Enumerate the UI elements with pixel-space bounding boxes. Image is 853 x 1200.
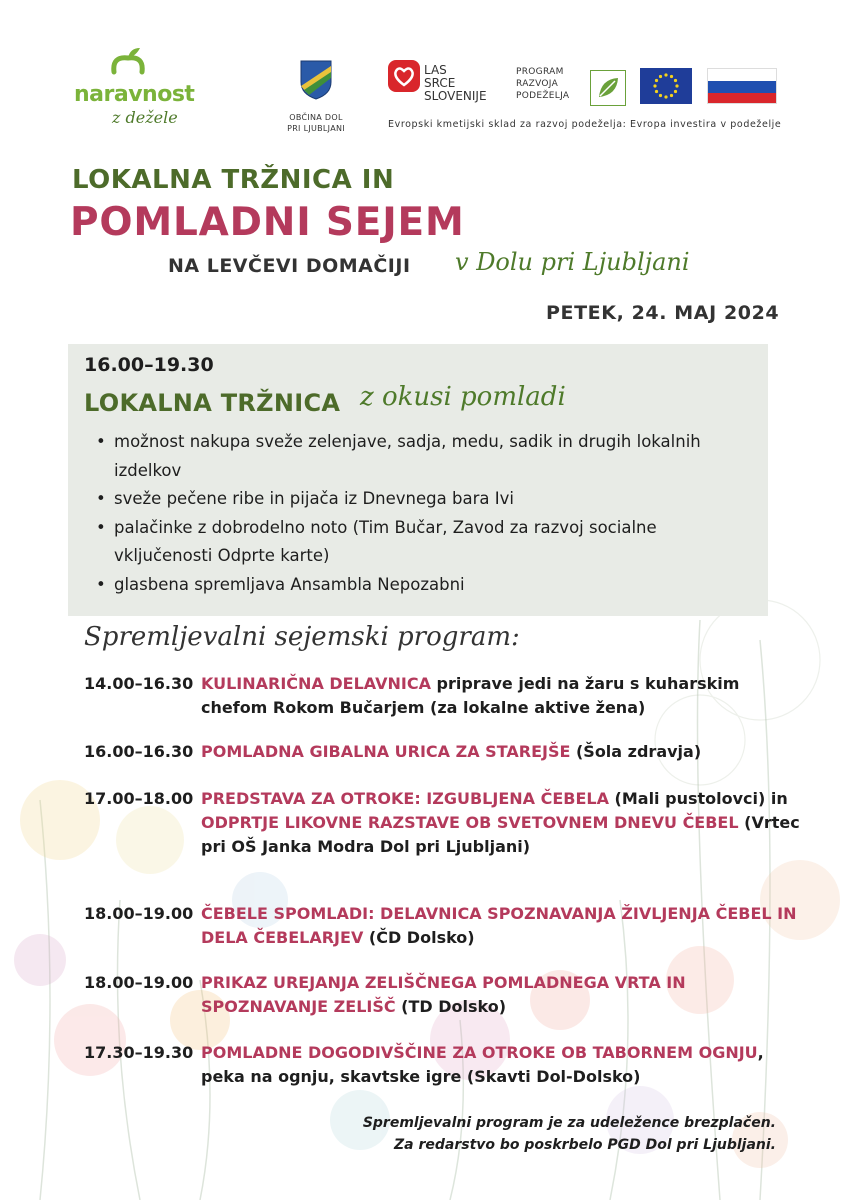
- naravnost-sub: z dežele: [112, 108, 178, 127]
- title-line3: NA LEVČEVI DOMAČIJI: [168, 255, 411, 277]
- heart-icon: [388, 60, 420, 92]
- event-time: 17.30–19.30: [84, 1043, 194, 1062]
- event-desc: , peka na ognju, skavtske igre (Skavti Dol-Dolsko): [201, 1043, 764, 1086]
- event-desc: (ČD Dolsko): [363, 928, 475, 947]
- event-time: 14.00–16.30: [84, 674, 194, 693]
- program-line1: PROGRAM: [516, 67, 564, 77]
- eu-stars-icon: [640, 68, 692, 104]
- obcina-line1: OBČINA DOL: [289, 113, 343, 122]
- program-line2: RAZVOJA: [516, 79, 559, 89]
- program-heading: Spremljevalni sejemski program:: [84, 622, 520, 652]
- naravnost-logo: [74, 46, 214, 136]
- footer-line2: Za redarstvo bo poskrbelo PGD Dol pri Ljubljani.: [394, 1137, 776, 1153]
- market-title: LOKALNA TRŽNICA: [84, 389, 341, 417]
- program-razvoja-logo: [512, 62, 582, 112]
- eu-flag: [640, 68, 692, 104]
- las-logo: [388, 58, 508, 108]
- footer-line1: Spremljevalni program je za udeležence brezplačen.: [362, 1115, 776, 1131]
- event-time: 17.00–18.00: [84, 789, 194, 808]
- obcina-line2: PRI LJUBLJANI: [287, 124, 345, 133]
- market-list: [96, 428, 756, 599]
- coat-of-arms-icon: [300, 60, 332, 100]
- eu-caption: Evropski kmetijski sklad za razvoj podeželja: Evropa investira v podeželje: [388, 119, 782, 130]
- list-item: • glasbena spremljava Ansambla Nepozabni: [96, 571, 756, 600]
- event-title: POMLADNE DOGODIVŠČINE ZA OTROKE OB TABORNEM OGNJU: [201, 1043, 758, 1062]
- event-date: PETEK, 24. MAJ 2024: [546, 302, 780, 324]
- list-item: • palačinke z dobrodelno noto (Tim Bučar, Zavod za razvoj socialne vključenosti Odprte karte): [96, 514, 756, 571]
- las-line2: SRCE: [424, 76, 456, 90]
- market-time: 16.00–19.30: [84, 354, 214, 376]
- market-script: z okusi pomladi: [360, 382, 566, 412]
- apple-icon: [108, 46, 148, 80]
- event-title: POMLADNA GIBALNA URICA ZA STAREJŠE: [201, 742, 571, 761]
- event-time: 16.00–16.30: [84, 742, 194, 761]
- event-desc: (TD Dolsko): [395, 997, 507, 1016]
- event-title: PRIKAZ UREJANJA ZELIŠČNEGA POMLADNEGA VRTA IN SPOZNAVANJE ZELIŠČ: [201, 973, 686, 1016]
- leader-logo: [590, 70, 626, 106]
- event-title: ČEBELE SPOMLADI: DELAVNICA SPOZNAVANJA ŽIVLJENJA ČEBEL IN DELA ČEBELARJEV: [201, 904, 797, 947]
- event-title-2: ODPRTJE LIKOVNE RAZSTAVE OB SVETOVNEM DNEVU ČEBEL: [201, 813, 739, 832]
- program-line3: PODEŽELJA: [516, 91, 570, 101]
- naravnost-word: naravnost: [74, 82, 195, 107]
- event-title: KULINARIČNA DELAVNICA: [201, 674, 431, 693]
- event-desc-2: (Vrtec pri OŠ Janka Modra Dol pri Ljubljani): [201, 813, 800, 856]
- title-location-script: v Dolu pri Ljubljani: [455, 248, 690, 276]
- event-time: 18.00–19.00: [84, 973, 194, 992]
- list-item: • možnost nakupa sveže zelenjave, sadja, medu, sadik in drugih lokalnih izdelkov: [96, 428, 756, 485]
- obcina-logo: [276, 60, 356, 140]
- event-time: 18.00–19.00: [84, 904, 194, 923]
- title-line1: LOKALNA TRŽNICA IN: [72, 165, 395, 195]
- las-line1: LAS: [424, 63, 447, 77]
- leaf-icon: [591, 71, 625, 105]
- event-desc: priprave jedi na žaru s kuharskim chefom Rokom Bučarjem (za lokalne aktive žena): [201, 674, 740, 717]
- event-title: PREDSTAVA ZA OTROKE: IZGUBLJENA ČEBELA: [201, 789, 609, 808]
- las-line3: SLOVENIJE: [424, 89, 487, 103]
- event-desc: (Šola zdravja): [570, 742, 702, 761]
- footer-note: [363, 1112, 776, 1156]
- slovenia-flag: [707, 68, 777, 104]
- event-desc: (Mali pustolovci) in: [608, 789, 788, 808]
- list-item: • sveže pečene ribe in pijača iz Dnevnega bara Ivi: [96, 485, 756, 514]
- title-line2: POMLADNI SEJEM: [70, 200, 465, 245]
